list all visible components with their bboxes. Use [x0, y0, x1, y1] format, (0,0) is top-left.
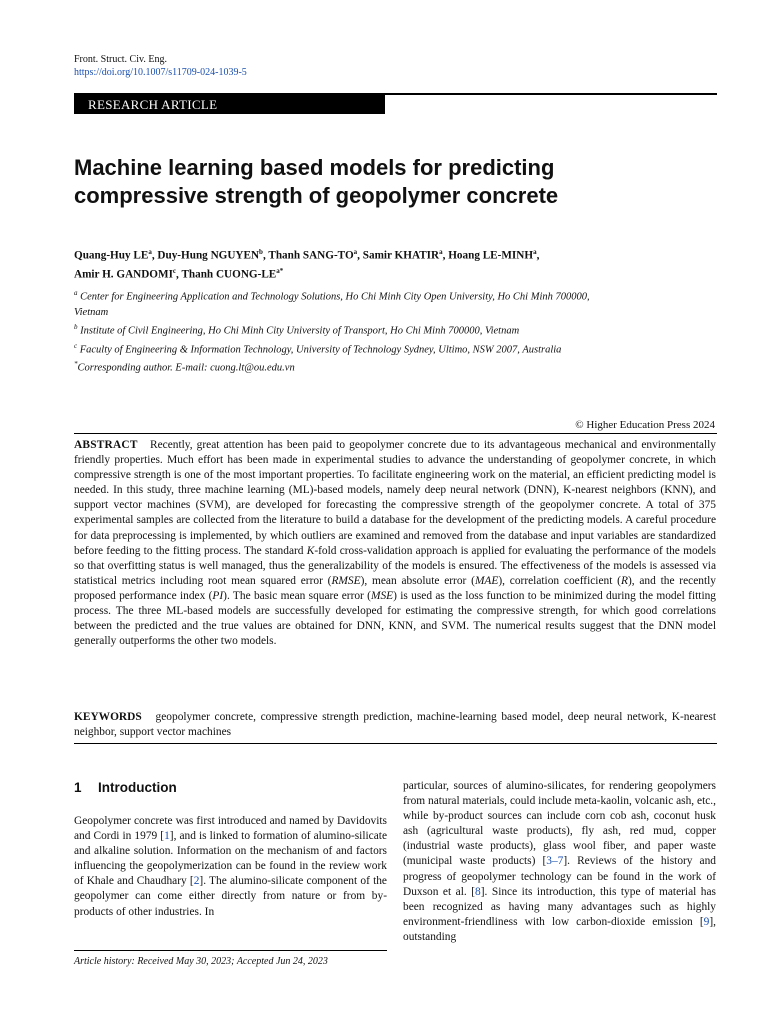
title-line-2: compressive strength of geopolymer concrete [74, 183, 559, 208]
affil-mark: c [74, 342, 78, 350]
citation-link[interactable]: 9 [703, 915, 710, 928]
citation-link[interactable]: 7 [557, 855, 564, 868]
abstract-italic: RMSE [331, 574, 361, 587]
author-line-1: Quang-Huy $LE^a$, Duy-Hung NGUYEN$^b$, Thanh SANG-$TO^a$, Samir KHATIR$^a$, Hoang LE-MINH$^a$, [74, 248, 540, 262]
abstract-text: ), mean absolute error ( [360, 574, 475, 587]
journal-header [74, 53, 247, 79]
abstract-top-rule [74, 433, 717, 434]
journal-name: Front. Struct. Civ. Eng. [74, 54, 167, 65]
abstract-italic: MSE [370, 589, 394, 602]
body-text: ], outstanding [403, 915, 716, 943]
keywords-label: KEYWORDS [74, 711, 142, 723]
body-text: ]. The alumino-silicate component of the geopolymer can come either directly from nature or from by-products of other industries. In [74, 875, 387, 918]
body-text: Geopolymer concrete was first introduced and named by Davidovits and Cordi in 1979 [ [74, 815, 387, 843]
abstract-label: ABSTRACT [74, 439, 138, 451]
author-affil-mark: c [172, 266, 177, 275]
affil-text: Institute of Civil Engineering, Ho Chi Minh City University of Transport, Ho Chi Minh 700000, Vietnam [80, 325, 520, 337]
abstract [74, 438, 716, 649]
doi-link[interactable]: https://doi.org/10.1007/s11709-024-1039-5 [74, 67, 247, 78]
abstract-italic: PI [212, 589, 224, 602]
affil-text: Center for Engineering Application and Technology Solutions, Ho Chi Minh City Open University, Ho Chi Minh 700000, [80, 291, 590, 303]
author-affil-mark: b [259, 248, 263, 256]
title-line-1: Machine learning based models for predicting [74, 155, 555, 180]
affil-mark: a [74, 289, 78, 297]
author-affil-mark: a [439, 248, 443, 256]
author-name: Thanh SANG-TO [268, 249, 354, 262]
citation-link[interactable]: 8 [475, 885, 481, 898]
affiliation-a [74, 286, 714, 320]
affil-mark: b [74, 323, 78, 331]
section-title: Introduction [98, 780, 177, 795]
author-affil-mark: a* [276, 266, 284, 275]
copyright-notice: © Higher Education Press 2024 [575, 419, 715, 431]
affil-mark: * [74, 360, 78, 368]
abstract-text: ), correlation coefficient ( [498, 574, 621, 587]
body-text: ], and is linked to formation of alumino-silicate and alkaline solution. Information on the mechanism of and factors influencing the geopolymerization can be found in the review work of Khale and Chaudhary [ [74, 830, 388, 888]
author-name: Duy-Hung NGUYEN [157, 249, 260, 262]
citation-range-dash: – [551, 855, 558, 868]
section-heading [74, 779, 177, 797]
affil-text-cont: Vietnam [74, 306, 109, 318]
affiliation-b [74, 320, 714, 339]
author-name: Amir H. GANDOMI [74, 268, 173, 281]
body-text: ]. Since its introduction, this type of material has been recognized as having many advantages such as highly environment-friendliness with low carbon-dioxide emission [ [403, 885, 716, 928]
keywords-text: geopolymer concrete, compressive strength prediction, machine-learning based model, deep neural network, K-nearest neighbor, support vector machines [74, 711, 717, 739]
corresponding-text: Corresponding author. E-mail: cuong.lt@ou.edu.vn [77, 362, 295, 374]
abstract-text: ), and the recently proposed performance index ( [74, 574, 716, 602]
abstract-text: ) is used as the loss function to be minimized during the model fitting process. The three ML-based models are successfully developed for estimating the compressive strength, for which good correlations between the predicted and the true values are obtained for DNN, KNN, and SVM. The numerical results suggest that the DNN model generally outperforms the other two models. [74, 589, 716, 648]
abstract-text: -fold cross-validation approach is applied for evaluating the performance of the models so that overfitting status is well managed, thus the generalizability of the models is ensured. The effectiveness of the models is assessed via statistical metrics including root mean squared error ( [74, 544, 716, 587]
paper-title [74, 154, 714, 210]
body-column-left [74, 814, 387, 920]
section-number: 1 [74, 780, 82, 795]
citation-link[interactable]: 3 [546, 855, 552, 868]
author-affil-mark: a [533, 248, 537, 256]
author-name: Hoang LE-MINH [448, 249, 534, 262]
abstract-italic: MAE [474, 574, 499, 587]
abstract-italic: K [306, 544, 315, 557]
corresponding-author [74, 357, 714, 376]
author-line-2: Amir H. GANDOMI$^c$, Thanh CUONG-$LE^{a*}$ [74, 266, 284, 281]
body-column-right [403, 779, 716, 945]
abstract-italic: R [620, 574, 628, 587]
body-text: particular, sources of alumino-silicates, for rendering geopolymers from natural materials, could include meta-kaolin, volcanic ash, etc., while by-product sources can include corn cob ash, coconut husk ash (agricultural waste products), fly ash, red mud, copper (industrial waste products), glass wool fiber, and paper waste (municipal waste products) [ [403, 780, 716, 868]
footnote-rule [74, 950, 387, 951]
author-affil-mark: a [148, 248, 152, 256]
citation-link[interactable]: 2 [193, 875, 200, 888]
affiliation-c [74, 339, 714, 358]
abstract-text: Recently, great attention has been paid to geopolymer concrete due to its advantageous mechanical and environmentally friendly properties. Much effort has been made in experimental studies to advance the understanding of geopolymer concrete, in which compressive strength is one of the most important properties. To facilitate engineering work on the material, an efficient predicting model is needed. In this study, three machine learning (ML)-based models, namely deep neural network (DNN), K-nearest neighbors (KNN), and support vector machines (SVM), are developed for forecasting the compressive strength of the geopolymer concrete. A total of 375 experimental samples are collected from the literature to build a database for the development of the predicting models. A careful procedure for data preprocessing is implemented, by which outliers are examined and removed from the database and input variables are standardized before feeding to the fitting process. The standard [74, 439, 717, 557]
keywords [74, 710, 716, 740]
body-text: ]. Reviews of the history and progress of geopolymer technology can be found in the work of Duxson et al. [ [403, 855, 716, 898]
keywords-bottom-rule [74, 743, 717, 744]
author-name: Thanh CUONG-LE [181, 268, 277, 281]
article-history: Article history: Received May 30, 2023; Accepted Jun 24, 2023 [74, 956, 328, 967]
author-name: Quang-Huy LE [74, 249, 149, 262]
citation-link[interactable]: 1 [164, 830, 170, 843]
author-name: Samir KHATIR [362, 249, 440, 262]
article-type-banner: RESEARCH ARTICLE [74, 95, 385, 114]
abstract-text: ). The basic mean square error ( [223, 589, 371, 602]
affil-text: Faculty of Engineering & Information Technology, University of Technology Sydney, Ultimo, NSW 2007, Australia [79, 344, 562, 356]
author-list [74, 245, 714, 282]
author-affil-mark: a [353, 248, 358, 256]
